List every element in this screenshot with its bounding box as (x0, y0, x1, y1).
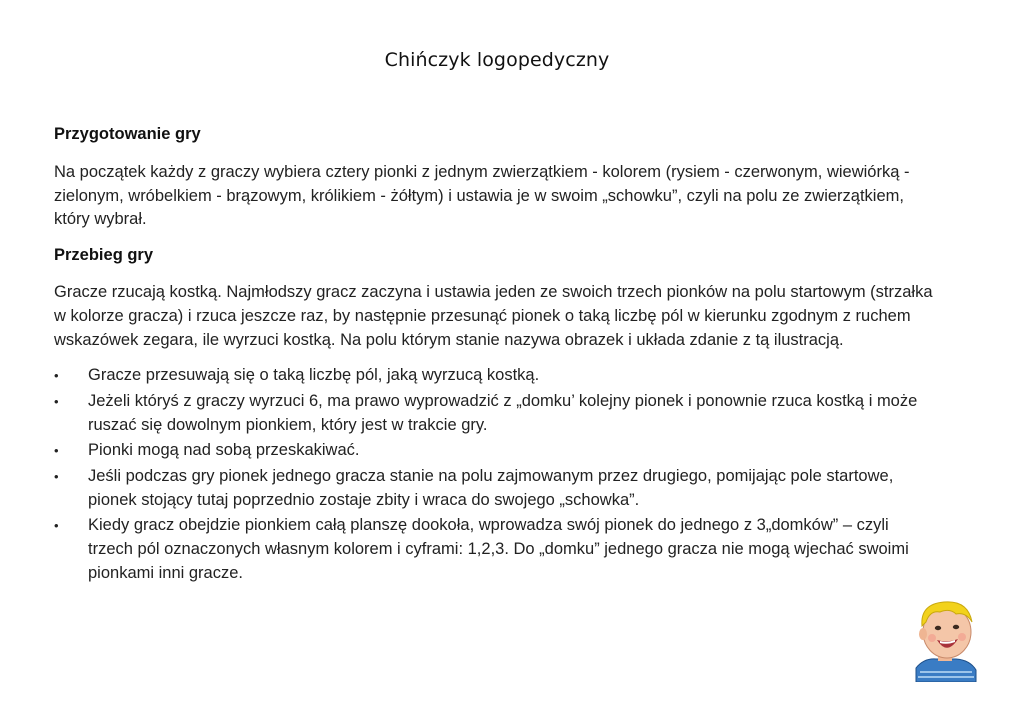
bullet-icon: • (54, 469, 59, 485)
list-item (54, 514, 934, 585)
preparation-paragraph: Na początek każdy z graczy wybiera cztery pionki z jednym zwierzątkiem - kolorem (rysiem - czerwonym, wiewiórką - zielonym, wróbelkiem - brązowym, królikiem - żółtym) i ustawia je w swoim „schowku”, czyli na polu ze zwierzątkiem, który wybrał. (54, 163, 910, 229)
rule-text: Jeśli podczas gry pionek jednego gracza stanie na polu zajmowanym przez drugiego, pomijając pole startowe, pionek stojący tutaj poprzednio zostaje zbity i wraca do swojego „schowka”. (88, 467, 894, 509)
section-heading-preparation: Przygotowanie gry (54, 125, 201, 143)
bullet-icon: • (54, 368, 59, 384)
rule-text: Gracze przesuwają się o taką liczbę pól, jaką wyrzucą kostką. (88, 366, 540, 385)
rule-text: Pionki mogą nad sobą przeskakiwać. (88, 441, 360, 460)
list-item (54, 390, 934, 437)
rule-text: Kiedy gracz obejdzie pionkiem całą planszę dookoła, wprowadza swój pionek do jednego z 3„domków” – czyli trzech pól oznaczonych własnym kolorem i cyframi: 1,2,3. Do „domku” jednego gracza nie mogą wjechać swoimi pionkami inni gracze. (88, 516, 909, 582)
bullet-icon: • (54, 393, 59, 409)
document-body (54, 120, 934, 586)
list-item (54, 439, 934, 463)
gameplay-paragraph: Gracze rzucają kostką. Najmłodszy gracz zaczyna i ustawia jeden ze swoich trzech pionków na polu startowym (strzałka w kolorze gracza) i rzuca jeszcze raz, by następnie przesunąć pionek o taką liczbę pól w kierunku zgodnym z ruchem wskazówek zegara, ile wyrzuci kostką. Na polu którym stanie nazywa obrazek i układa zdanie z tą ilustracją. (54, 283, 933, 349)
child-mascot-logo (910, 596, 982, 682)
bullet-icon: • (54, 518, 59, 534)
mascot-shirt (916, 659, 976, 682)
bullet-icon: • (54, 443, 59, 459)
section-heading-gameplay: Przebieg gry (54, 246, 154, 265)
rules-list (54, 364, 934, 585)
list-item (54, 465, 934, 512)
rule-text: Jeżeli któryś z graczy wyrzuci 6, ma prawo wyprowadzić z „domku’ kolejny pionek i ponownie rzuca kostką i może ruszać się dowolnym pionkiem, który jest w trakcie gry. (88, 391, 918, 434)
list-item (54, 364, 934, 388)
page-title: Chińczyk logopedyczny (384, 49, 610, 71)
